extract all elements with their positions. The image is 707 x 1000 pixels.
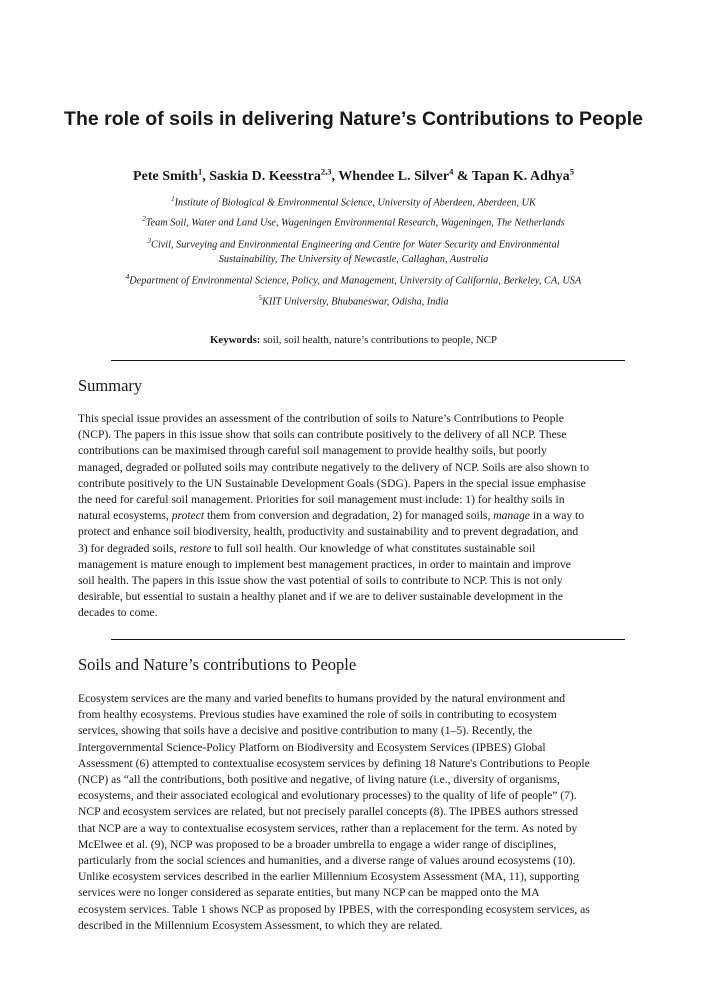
affiliation-2: $^2$Team Soil, Water and Land Use, Wageningen Environmental Research, Wageningen, The Netherlands — [142, 215, 565, 229]
author: Saskia D. Keesstra$^{2,3}$, — [209, 166, 339, 184]
text-line: (NCP) as “all the contributions, both positive and negative, of living nature (i.e., diversity of organisms, — [78, 773, 560, 787]
divider — [111, 639, 625, 640]
text-line: contributions can be maximised through careful soil management to provide healthy soils, but poorly — [78, 444, 547, 458]
section-paragraph — [78, 691, 633, 934]
affiliation-1: $^1$Institute of Biological & Environmental Science, University of Aberdeen, Aberdeen, UK — [171, 195, 536, 209]
text-line: services were no longer considered as separate entities, but many NCP can be mapped onto the MA — [78, 886, 540, 900]
text-line: managed, degraded or polluted soils may contribute negatively to the delivery of NCP. Soils are also shown to — [78, 460, 589, 474]
text-line: soil health. The papers in this issue show the vast potential of soils to contribute to NCP. This is not only — [78, 574, 563, 588]
text-line: Assessment (6) attempted to contextualise ecosystem services by defining 18 Nature's Contributions to People — [78, 756, 590, 770]
text-line: contribute positively to the UN Sustainable Development Goals (SDG). Papers in the special issue emphasise — [78, 476, 586, 490]
text-line: 3) for degraded soils, restore to full soil health. Our knowledge of what constitutes sustainable soil — [78, 541, 536, 555]
text-line: described in the Millennium Ecosystem Assessment, to which they are related. — [78, 918, 443, 932]
text-line: This special issue provides an assessment of the contribution of soils to Nature’s Contributions to People — [78, 412, 564, 425]
text-line: ecosystem services. Table 1 shows NCP as proposed by IPBES, with the corresponding ecosystem services, as — [78, 902, 590, 916]
text-line: the need for careful soil management. Priorities for soil management must include: 1) for healthy soils in — [78, 493, 565, 507]
keywords — [60, 334, 647, 346]
text-line: Ecosystem services are the many and varied benefits to humans provided by the natural environment and — [78, 692, 566, 705]
text-line: management is mature enough to implement best management practices, in order to maintain and improve — [78, 557, 571, 571]
text-line: NCP and ecosystem services are related, but not precisely parallel concepts (8). The IPBES authors stressed — [78, 805, 578, 819]
text-line: services, showing that soils have a decisive and positive contribution to many (1–5). Recently, the — [78, 724, 533, 738]
author: Whendee L. Silver$^4$ & — [338, 166, 472, 184]
author-list — [40, 166, 667, 185]
text-line: McElwee et al. (9), NCP was proposed to be a broader umbrella to engage a wider range of disciplines, — [78, 837, 557, 851]
text-line: that NCP are a way to contextualise ecosystem services, rather than a replacement for the term. As noted by — [78, 821, 578, 835]
keywords-label: Keywords: — [210, 334, 261, 346]
text-line: Unlike ecosystem services described in the earlier Millennium Ecosystem Assessment (MA, 11), supporting — [78, 870, 580, 884]
text-line: Intergovernmental Science-Policy Platform on Biodiversity and Ecosystem Services (IPBES) Global — [78, 740, 546, 754]
divider — [111, 360, 625, 361]
text-line: protect and enhance soil biodiversity, health, productivity and sustainability and to prevent degradation, and — [78, 525, 579, 539]
summary-heading: Summary — [78, 376, 143, 395]
text-line: particularly from the social sciences and humanities, and a diverse range of values around ecosystems (10). — [78, 854, 576, 868]
text-line: natural ecosystems, protect them from conversion and degradation, 2) for managed soils, manage in a way to — [78, 509, 585, 523]
text-line: (NCP). The papers in this issue show that soils can contribute positively to the delivery of all NCP. These — [78, 428, 567, 442]
paper-title: The role of soils in delivering Nature’s Contributions to People — [64, 108, 643, 130]
text-line: decades to come. — [78, 606, 158, 620]
affiliation-5: $^5$KIIT University, Bhubaneswar, Odisha, India — [258, 294, 449, 308]
affiliation-3: $^3$Civil, Surveying and Environmental Engineering and Centre for Water Security and Environmental Sustainability, The University of Newcastle, Callaghan, Australia — [147, 237, 560, 266]
affiliation-4: $^4$Department of Environmental Science, Policy, and Management, University of California, Berkeley, CA, USA — [125, 273, 582, 287]
text-line: from healthy ecosystems. Previous studies have examined the role of soils in contributing to ecosystem — [78, 708, 557, 722]
summary-paragraph — [78, 411, 633, 622]
author: Tapan K. Adhya$^5$ — [471, 166, 574, 184]
text-line: desirable, but essential to sustain a healthy planet and if we are to deliver sustainable development in the — [78, 590, 563, 604]
text-line: ecosystems, and their associated ecological and evolutionary processes) to the quality of life of people” (7). — [78, 789, 577, 803]
keywords-text: soil, soil health, nature’s contributions to people, NCP — [260, 334, 497, 346]
author: Pete Smith$^1$, — [133, 166, 210, 184]
section-heading: Soils and Nature’s contributions to People — [78, 655, 357, 674]
